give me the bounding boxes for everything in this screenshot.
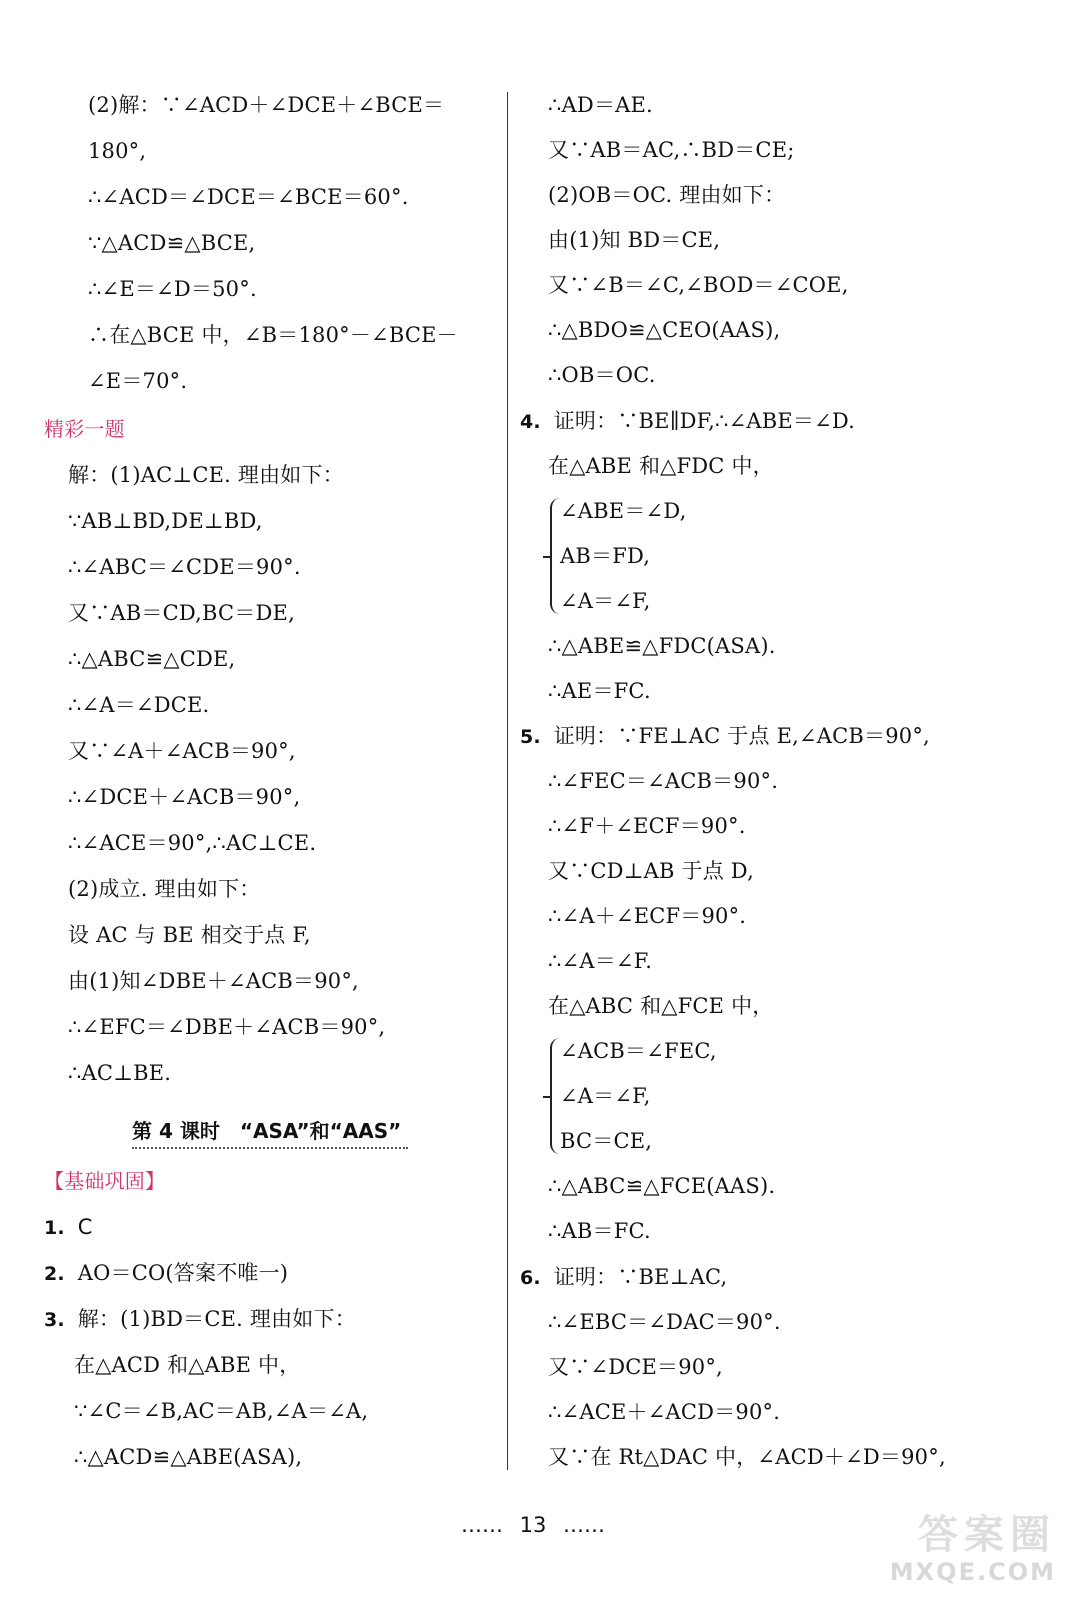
footer-dots-right: …… [563, 1513, 606, 1537]
text-line: ∴△ABC≌△CDE, [68, 647, 236, 671]
text-line: ∴△BDO≌△CEO(AAS), [548, 318, 781, 342]
question-number: 5. [520, 726, 541, 748]
question-3 [44, 1304, 356, 1334]
column-divider [507, 92, 508, 1470]
text-line: ∴∠ACE＋∠ACD＝90°. [548, 1400, 781, 1424]
text-line: ∴∠EBC＝∠DAC＝90°. [548, 1310, 781, 1334]
text-line: 又∵∠A＋∠ACB＝90°, [68, 739, 296, 763]
text-line: AB＝FD, [560, 544, 651, 568]
text-line: 在△ABC 和△FCE 中， [548, 994, 774, 1018]
text-line: ∴△ABC≌△FCE(AAS). [548, 1174, 776, 1198]
text-line: ∴OB＝OC. [548, 363, 656, 387]
text-line: 又∵∠DCE＝90°, [548, 1355, 723, 1379]
text-line: ∵AB⊥BD,DE⊥BD, [68, 509, 263, 533]
text-line: ∴∠FEC＝∠ACB＝90°. [548, 769, 779, 793]
text-line: 设 AC 与 BE 相交于点 F, [68, 923, 311, 947]
text-line: BC＝CE, [560, 1129, 653, 1153]
text-line: ∴△ABE≌△FDC(ASA). [548, 634, 776, 658]
text-line: ∴∠ACD＝∠DCE＝∠BCE＝60°. [88, 185, 409, 209]
text-line: ∴∠DCE＋∠ACB＝90°, [68, 785, 301, 809]
answer-text: C [77, 1215, 93, 1239]
text-line: ∴∠A＝∠F. [548, 949, 653, 973]
text-line: ∴∠ABC＝∠CDE＝90°. [68, 555, 301, 579]
text-line: 由(1)知 BD＝CE, [548, 228, 721, 252]
question-number: 2. [44, 1263, 65, 1285]
question-4 [520, 406, 855, 436]
text-line: ∴∠E＝∠D＝50°. [88, 277, 257, 301]
footer-dots-left: …… [460, 1513, 503, 1537]
text-line: 又∵在 Rt△DAC 中，∠ACD＋∠D＝90°, [548, 1445, 946, 1469]
text-line: ∴AD＝AE. [548, 93, 653, 117]
text-line: ∵∠C＝∠B,AC＝AB,∠A＝∠A, [74, 1399, 369, 1423]
text-line: ∴∠ACE＝90°,∴AC⊥CE. [68, 831, 317, 855]
text-line: ∴∠F＋∠ECF＝90°. [548, 814, 746, 838]
text-line: ∴∠EFC＝∠DBE＋∠ACB＝90°, [68, 1015, 386, 1039]
question-5 [520, 721, 930, 751]
watermark-logo [856, 1512, 1056, 1592]
text-line: 在△ACD 和△ABE 中， [74, 1353, 301, 1377]
text-line: ∴∠A＝∠DCE. [68, 693, 210, 717]
text-line: ∠A＝∠F, [560, 589, 651, 613]
text-line: ∠ACB＝∠FEC, [560, 1039, 717, 1063]
text-line: (2)OB＝OC. 理由如下： [548, 183, 786, 207]
watermark-top-text: 答案圈 [918, 1512, 1056, 1558]
text-line: 由(1)知∠DBE＋∠ACB＝90°, [68, 969, 359, 993]
question-number: 6. [520, 1267, 541, 1289]
text-line: ∴在△BCE 中，∠B＝180°－∠BCE－ [88, 323, 458, 347]
page-number: 13 [519, 1513, 547, 1537]
text-line: 又∵CD⊥AB 于点 D, [548, 859, 754, 883]
text-line: ∵△ACD≌△BCE, [88, 231, 256, 255]
section-title: 第 4 课时 “ASA”和“AAS” [132, 1115, 408, 1149]
watermark-bottom-text: MXQE.COM [889, 1558, 1056, 1586]
answer-text: 证明：∵FE⊥AC 于点 E,∠ACB＝90°, [553, 724, 930, 748]
text-line: (2)成立. 理由如下： [68, 877, 261, 901]
question-2 [44, 1258, 288, 1288]
highlight-heading: 精彩一题 [44, 417, 125, 441]
question-6 [520, 1262, 727, 1292]
question-number: 4. [520, 411, 541, 433]
text-line: (2)解：∵∠ACD＋∠DCE＋∠BCE＝ [88, 93, 445, 117]
text-line: 在△ABE 和△FDC 中， [548, 454, 774, 478]
question-number: 1. [44, 1217, 65, 1239]
text-line: ∴∠A＋∠ECF＝90°. [548, 904, 747, 928]
question-number: 3. [44, 1309, 65, 1331]
answer-text: 证明：∵BE⊥AC, [553, 1265, 728, 1289]
basic-label: 【基础巩固】 [44, 1169, 166, 1193]
text-line: ∠E＝70°. [88, 369, 188, 393]
text-line: ∴AC⊥BE. [68, 1061, 172, 1085]
answer-text: 解：(1)BD＝CE. 理由如下： [77, 1307, 356, 1331]
text-line: 解：(1)AC⊥CE. 理由如下： [68, 463, 344, 487]
text-line: ∠A＝∠F, [560, 1084, 651, 1108]
text-line: ∴△ACD≌△ABE(ASA), [74, 1445, 303, 1469]
text-line: ∴AE＝FC. [548, 679, 651, 703]
answer-text: 证明：∵BE∥DF,∴∠ABE＝∠D. [553, 409, 856, 433]
text-line: 又∵∠B＝∠C,∠BOD＝∠COE, [548, 273, 849, 297]
text-line: 又∵AB＝CD,BC＝DE, [68, 601, 295, 625]
question-1 [44, 1212, 93, 1242]
text-line: 又∵AB＝AC,∴BD＝CE; [548, 138, 795, 162]
text-line: 180°, [88, 139, 147, 163]
text-line: ∠ABE＝∠D, [560, 499, 687, 523]
answer-text: AO＝CO(答案不唯一) [77, 1261, 289, 1285]
text-line: ∴AB＝FC. [548, 1219, 651, 1243]
